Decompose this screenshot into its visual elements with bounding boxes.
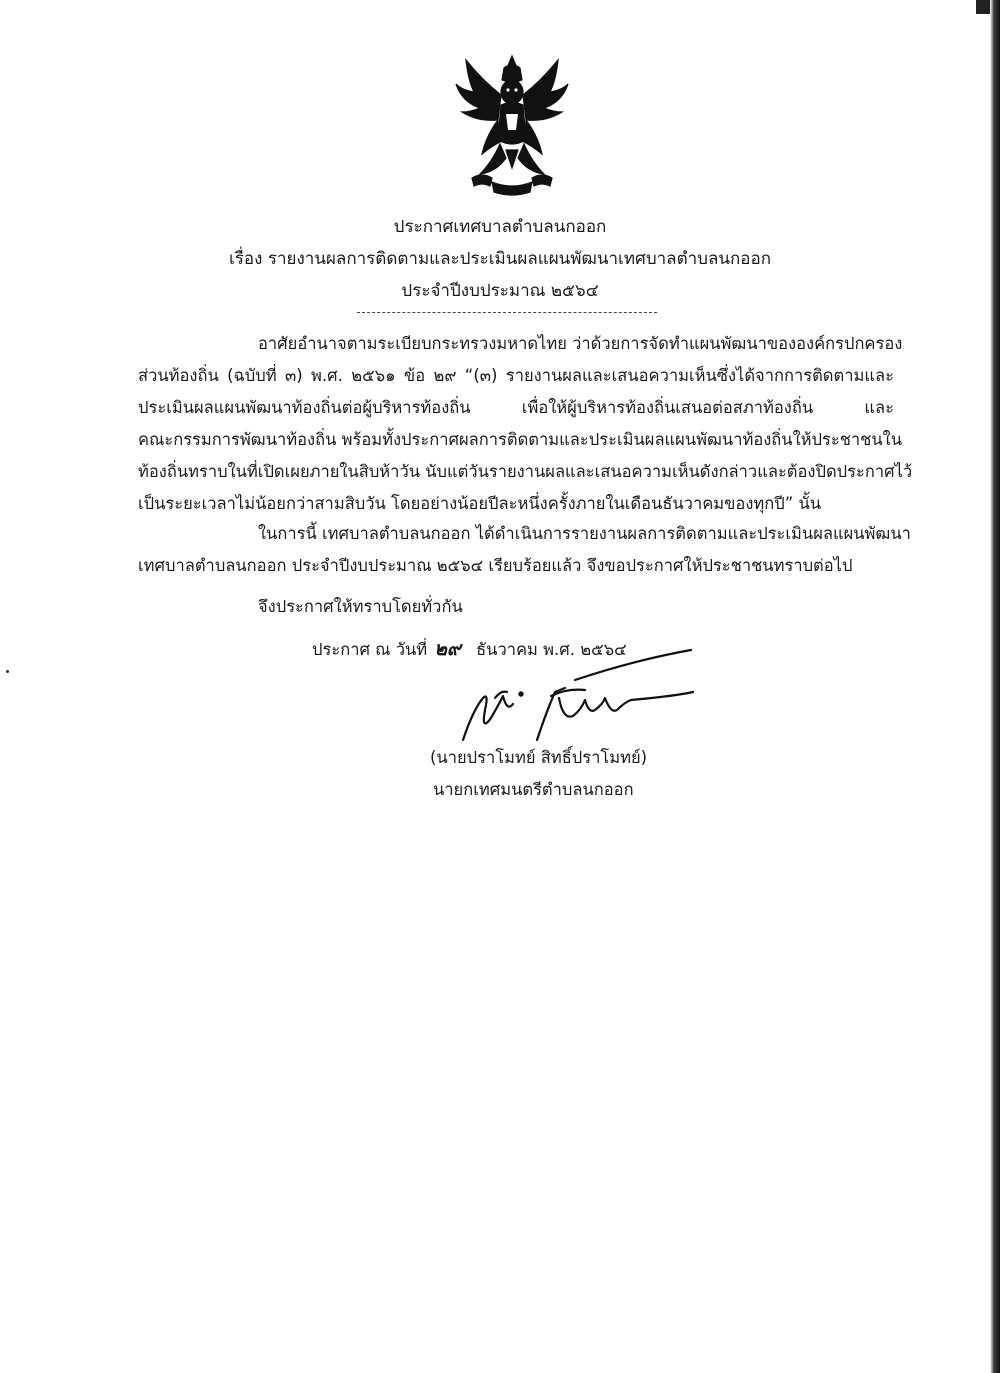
paragraph-line: ในการนี้ เทศบาลตำบลนกออก ได้ดำเนินการรายงานผลการติดตามและประเมินผลแผนพัฒนา [258, 524, 911, 543]
paragraph-line: อาศัยอำนาจตามระเบียบกระทรวงมหาดไทย ว่าด้วยการจัดทำแผนพัฒนาขององค์กรปกครอง [258, 334, 903, 353]
paragraph-line: ส่วนท้องถิ่น (ฉบับที่ ๓) พ.ศ. ๒๕๖๑ ข้อ ๒๙ “(๓) รายงานผลและเสนอความเห็นซึ่งได้จากการติดตามและ [138, 366, 894, 385]
issuer-heading: ประกาศเทศบาลตำบลนกออก [393, 217, 607, 237]
fiscal-year-heading: ประจำปีงบประมาณ ๒๕๖๔ [401, 281, 599, 301]
date-month-year: ธันวาคม พ.ศ. ๒๕๖๔ [476, 640, 627, 659]
separator-rule [357, 312, 657, 313]
paragraph-line: เป็นระยะเวลาไม่น้อยกว่าสามสิบวัน โดยอย่างน้อยปีละหนึ่งครั้งภายในเดือนธันวาคมของทุกปี” นั้น [138, 494, 822, 513]
date-day-handwritten: ๒๙ [434, 638, 461, 660]
scan-speck [6, 670, 9, 673]
paragraph-authority [138, 328, 913, 520]
scan-edge-shadow [990, 0, 1000, 1373]
signatory-name: (นายปราโมทย์ สิทธิ์ปราโมทย์) [430, 748, 648, 767]
date-prefix: ประกาศ ณ วันที่ [312, 640, 428, 659]
garuda-emblem-icon [452, 50, 572, 200]
paragraph-action [138, 518, 911, 582]
paragraph-line: ท้องถิ่นทราบในที่เปิดเผยภายในสิบห้าวัน นับแต่วันรายงานผลและเสนอความเห็นดังกล่าวและต้องปิดประกาศไว้ [138, 462, 913, 481]
paragraph-line: ประเมินผลแผนพัฒนาท้องถิ่นต่อผู้บริหารท้องถิ่น เพื่อให้ผู้บริหารท้องถิ่นเสนอต่อสภาท้องถิ่น และ [138, 398, 894, 417]
subject-heading: เรื่อง รายงานผลการติดตามและประเมินผลแผนพัฒนาเทศบาลตำบลนกออก [228, 249, 771, 269]
paragraph-line: เทศบาลตำบลนกออก ประจำปีงบประมาณ ๒๕๖๔ เรียบร้อยแล้ว จึงขอประกาศให้ประชาชนทราบต่อไป [138, 556, 853, 575]
scan-corner-mark [976, 0, 990, 14]
signatory-position: นายกเทศมนตรีตำบลนกออก [433, 780, 634, 799]
paragraph-line: คณะกรรมการพัฒนาท้องถิ่น พร้อมทั้งประกาศผลการติดตามและประเมินผลแผนพัฒนาท้องถิ่นให้ประชาชนใน [138, 430, 902, 449]
closing-statement: จึงประกาศให้ทราบโดยทั่วกัน [258, 597, 463, 616]
signature-image [455, 640, 695, 750]
